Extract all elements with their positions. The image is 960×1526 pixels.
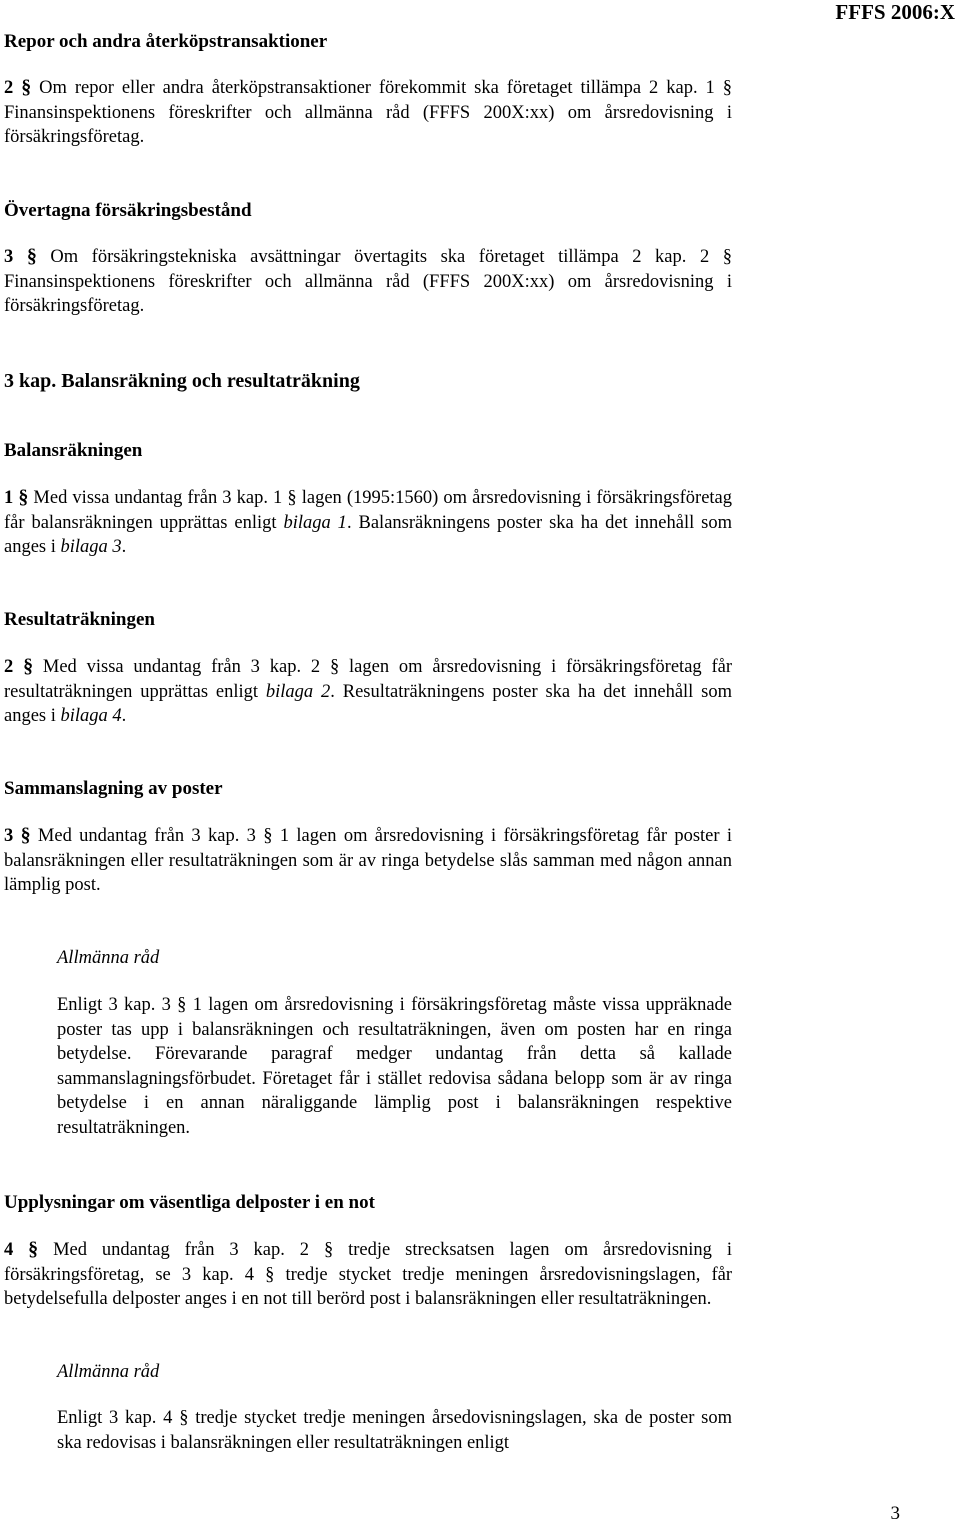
allmanna-rad-label: Allmänna råd [57,948,160,968]
paragraph-text: Om repor eller andra återköpstransaktioner förekommit ska företaget tillämpa 2 kap. 1 § Finansinspektionens föreskrifter och allmänna råd (FFFS 200X:xx) om årsredovisning i försäkringsföretag. [4,78,732,148]
heading-sammanslagning: Sammanslagning av poster [4,778,223,799]
paragraph-repor [4,75,732,150]
section-sign: § [28,1238,39,1260]
heading-repor: Repor och andra återköpstransaktioner [4,31,328,52]
section-sign: § [18,486,29,508]
section-sign: § [23,655,34,677]
reference-bilaga: bilaga 3 [60,537,122,558]
paragraph-text: . Resultaträkningens poster ska ha det innehåll som anges i [4,681,732,727]
heading-resultatrakningen: Resultaträkningen [4,609,155,630]
paragraph-text: Med vissa undantag från 3 kap. 1 § lagen (1995:1560) om årsredovisning i försäkringsföretag får balansräkningen upprättas enligt [4,488,733,533]
paragraph-overtagna [4,244,732,319]
reference-bilaga: bilaga 1 [283,512,347,533]
paragraph-number: 4 [4,1240,14,1260]
regulation-code: FFFS 2006:X [835,0,955,24]
paragraph-number: 2 [4,78,14,98]
paragraph-text: Om försäkringstekniska avsättningar övertagits ska företaget tillämpa 2 kap. 2 § Finansinspektionens föreskrifter och allmänna råd (FFFS 200X:xx) om årsredovisning i försäkringsföretag. [4,247,733,317]
paragraph-text: . [121,706,127,727]
paragraph-number: 2 [4,657,14,677]
section-sign: § [20,824,31,846]
paragraph-text: Med undantag från 3 kap. 2 § tredje strecksatsen lagen om årsredovisning i försäkringsföretag, se 3 kap. 4 § tredje stycket tredje meningen årsredovisningslagen, får betydelsefulla delposter anges i en not till berörd post i balansräkningen eller resultaträkningen. [4,1240,732,1310]
paragraph-resultat [4,654,732,729]
heading-balansrakningen: Balansräkningen [4,440,143,461]
paragraph-text: . [121,537,127,558]
heading-overtagna: Övertagna försäkringsbestånd [4,200,252,221]
allmanna-rad-text: Enligt 3 kap. 4 § tredje stycket tredje meningen årsedovisningslagen, ska de poster som ska redovisas i balansräkningen eller resultaträkningen enligt [57,1408,732,1453]
paragraph-number: 3 [4,826,14,846]
paragraph-number: 1 [4,488,14,508]
paragraph-number: 3 [4,247,14,267]
paragraph-balans [4,485,732,560]
paragraph-text: . Balansräkningens poster ska ha det innehåll som anges i [4,512,733,558]
allmanna-rad-text: Enligt 3 kap. 3 § 1 lagen om årsredovisning i försäkringsföretag måste vissa uppräknade poster tas upp i balansräkningen och resultaträkningen, även om posten har en ringa betydelse. Förevarande paragraf medger undantag från detta så kallade sammanslagningsförbudet. Företaget får i stället redovisa sådana belopp som är av ringa betydelse i en annan näraliggande lämplig post i balansräkningen respektive resultaträkningen. [57,995,732,1138]
heading-upplysningar: Upplysningar om väsentliga delposter i en not [4,1192,375,1213]
paragraph-text: Med undantag från 3 kap. 3 § 1 lagen om årsredovisning i försäkringsföretag får poster i balansräkningen eller resultaträkningen som är av ringa betydelse slås samman med någon annan lämplig post. [4,826,733,896]
section-sign: § [21,76,32,98]
page-number: 3 [890,1503,900,1524]
section-sign: § [26,245,37,267]
chapter-heading: 3 kap. Balansräkning och resultaträkning [4,370,360,392]
paragraph-upplysningar [4,1237,732,1312]
reference-bilaga: bilaga 2 [265,681,331,702]
allmanna-rad-label: Allmänna råd [57,1362,160,1382]
paragraph-sammanslagning [4,823,732,898]
reference-bilaga: bilaga 4 [60,706,122,727]
paragraph-text: Med vissa undantag från 3 kap. 2 § lagen om årsredovisning i försäkringsföretag får resultaträkningen upprättas enligt [4,657,733,702]
